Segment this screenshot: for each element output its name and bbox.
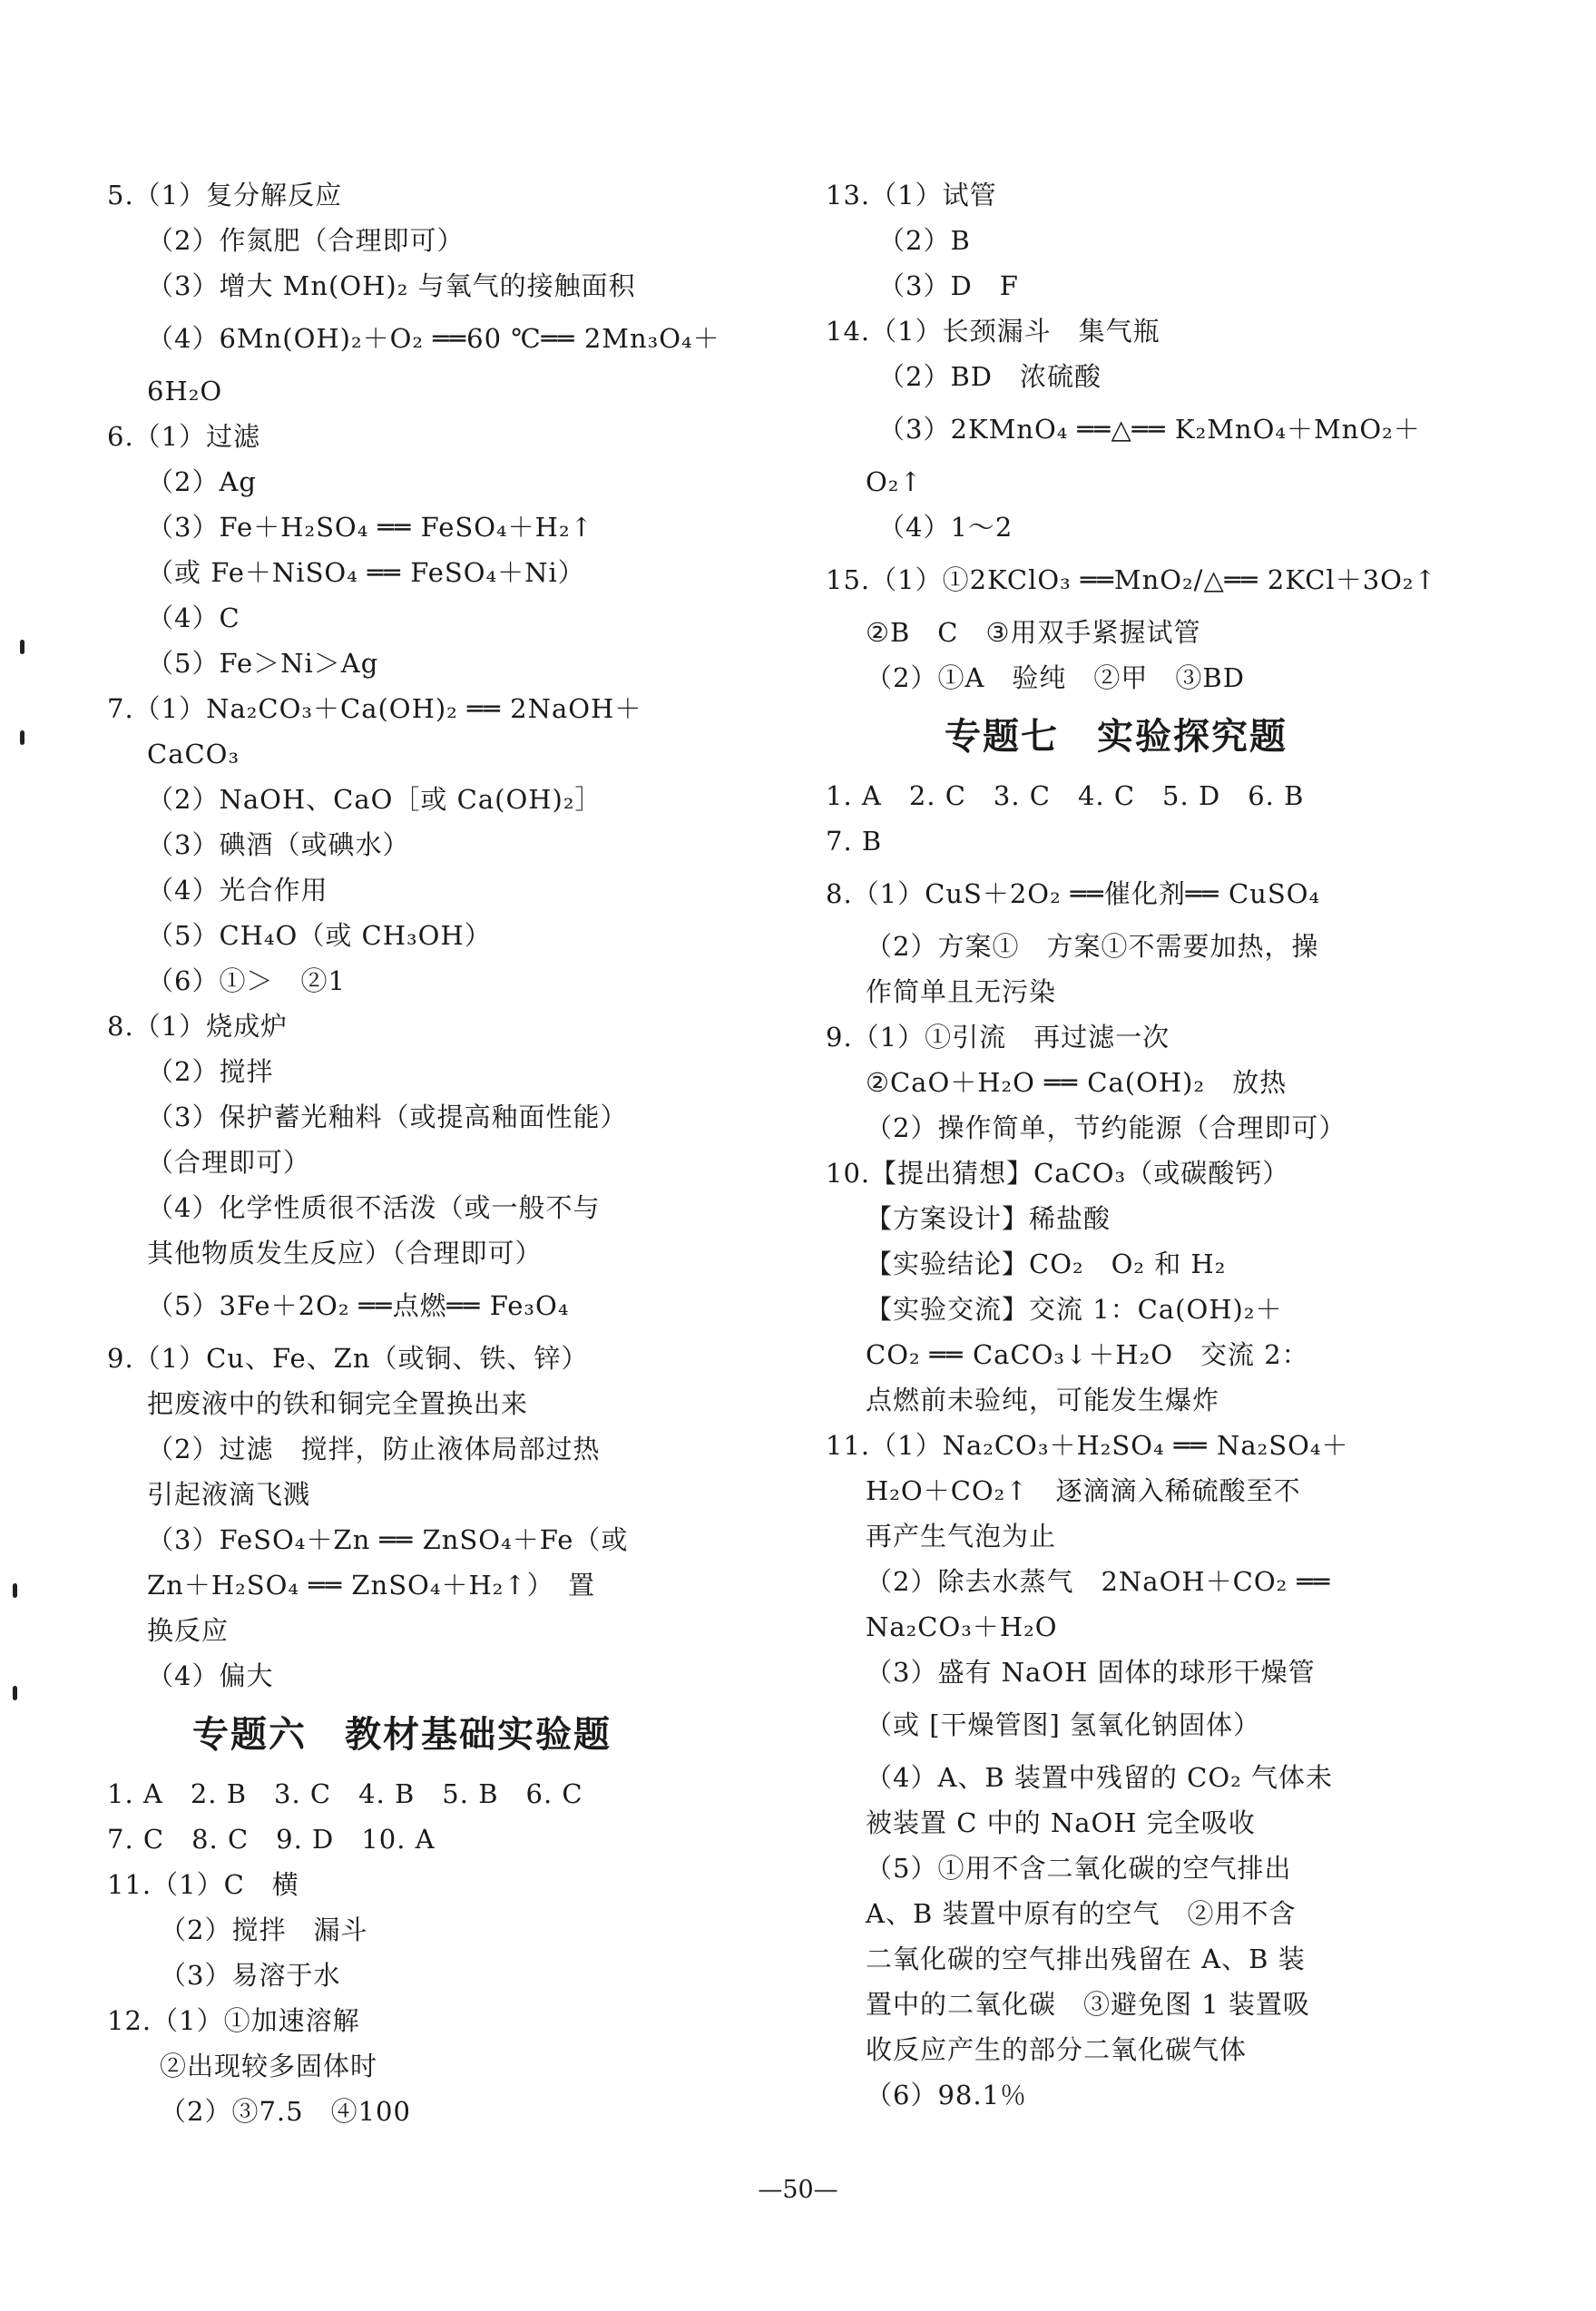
answer-line: 7.（1）Na₂CO₃＋Ca(OH)₂ ══ 2NaOH＋	[107, 693, 642, 724]
answer-line: ②出现较多固体时	[160, 2051, 378, 2081]
answer-line: （3）盛有 NaOH 固体的球形干燥管	[866, 1657, 1316, 1688]
right-column	[826, 172, 1437, 2118]
answer-line: A、B 装置中原有的空气 ②用不含	[866, 1898, 1297, 1929]
answer-line: （4）偏大	[147, 1660, 274, 1691]
answer-line: Zn＋H₂SO₄ ══ ZnSO₄＋H₂↑） 置	[147, 1570, 596, 1601]
answer-line: （3）FeSO₄＋Zn ══ ZnSO₄＋Fe（或	[147, 1524, 629, 1555]
answer-line: CaCO₃	[147, 739, 240, 769]
margin-mark	[20, 640, 24, 654]
answer-line: 15.（1）①2KClO₃ ══MnO₂/△══ 2KCl＋3O₂↑	[826, 564, 1437, 595]
answer-line: ②CaO＋H₂O ══ Ca(OH)₂ 放热	[866, 1067, 1288, 1098]
answer-line: CO₂ ══ CaCO₃↓＋H₂O 交流 2：	[866, 1339, 1309, 1370]
answer-line: （2）NaOH、CaO［或 Ca(OH)₂］	[147, 784, 602, 815]
answer-line: （6）98.1％	[866, 2080, 1028, 2110]
answer-line: （5）3Fe＋2O₂ ══点燃══ Fe₃O₄	[147, 1290, 570, 1321]
answer-line: （4）6Mn(OH)₂＋O₂ ══60 ℃══ 2Mn₃O₄＋	[147, 323, 720, 354]
answer-line: 8.（1）烧成炉	[107, 1011, 289, 1042]
answer-line: （4）1～2	[878, 512, 1013, 543]
answer-line: 引起液滴飞溅	[147, 1479, 311, 1510]
answer-line: 14.（1）长颈漏斗 集气瓶	[826, 316, 1160, 347]
answer-line: 其他物质发生反应）（合理即可）	[147, 1238, 543, 1268]
answer-line: 收反应产生的部分二氧化碳气体	[866, 2034, 1248, 2065]
answer-line: （4）光合作用	[147, 875, 328, 906]
answer-line: 13.（1）试管	[826, 180, 997, 211]
answer-line: 12.（1）①加速溶解	[107, 2005, 360, 2036]
answer-line: （2）作氮肥（合理即可）	[147, 225, 465, 256]
answer-line: （4）化学性质很不活泼（或一般不与	[147, 1192, 601, 1223]
answer-line: （3）Fe＋H₂SO₄ ══ FeSO₄＋H₂↑	[147, 512, 593, 543]
answer-line: 二氧化碳的空气排出残留在 A、B 装	[866, 1944, 1306, 1974]
answer-line: ②B C ③用双手紧握试管	[866, 617, 1201, 648]
section-heading: 专题六 教材基础实验题	[192, 1714, 612, 1756]
answer-line: 【实验交流】交流 1：Ca(OH)₂＋	[866, 1294, 1283, 1325]
answer-line: 6.（1）过滤	[107, 421, 261, 452]
answer-line: （4）C	[147, 602, 240, 633]
answer-line: 5.（1）复分解反应	[107, 180, 343, 211]
answer-line: 9.（1）①引流 再过滤一次	[826, 1022, 1170, 1053]
answer-line: 1. A 2. B 3. C 4. B 5. B 6. C	[107, 1778, 583, 1809]
answer-line: （2）Ag	[147, 466, 257, 497]
answer-line: （6）①＞ ②1	[147, 965, 346, 996]
answer-line: 11.（1）Na₂CO₃＋H₂SO₄ ══ Na₂SO₄＋	[826, 1430, 1349, 1461]
answer-line: 换反应	[147, 1615, 230, 1646]
answer-line: 11.（1）C 横	[107, 1869, 299, 1900]
answer-line: 9.（1）Cu、Fe、Zn（或铜、铁、锌）	[107, 1343, 589, 1374]
margin-mark	[13, 1686, 17, 1700]
answer-line: 点燃前未验纯，可能发生爆炸	[866, 1385, 1220, 1415]
answer-line: （2）BD 浓硫酸	[878, 361, 1102, 392]
answer-line: 8.（1）CuS＋2O₂ ══催化剂══ CuSO₄	[826, 878, 1321, 909]
margin-mark	[13, 1583, 17, 1598]
answer-line: 作简单且无污染	[866, 976, 1057, 1007]
answer-line: （5）CH₄O（或 CH₃OH）	[147, 920, 492, 951]
answer-line: 7. B	[826, 826, 883, 857]
answer-line: （或 [干燥管图] 氢氧化钠固体）	[866, 1709, 1261, 1740]
answer-line: （2）方案① 方案①不需要加热，操	[866, 931, 1319, 962]
answer-line: （或 Fe＋NiSO₄ ══ FeSO₄＋Ni）	[147, 557, 585, 588]
answer-line: （5）①用不含二氧化碳的空气排出	[866, 1853, 1292, 1884]
answer-line: （2）除去水蒸气 2NaOH＋CO₂ ══	[866, 1566, 1331, 1597]
answer-line: 7. C 8. C 9. D 10. A	[107, 1824, 436, 1855]
answer-line: （3）增大 Mn(OH)₂ 与氧气的接触面积	[147, 270, 636, 301]
answer-line: （2）操作简单，节约能源（合理即可）	[866, 1112, 1346, 1143]
margin-mark	[20, 730, 24, 745]
answer-line: 【方案设计】稀盐酸	[866, 1203, 1111, 1234]
answer-line: 1. A 2. C 3. C 4. C 5. D 6. B	[826, 780, 1305, 811]
answer-line: （3）2KMnO₄ ══△══ K₂MnO₄＋MnO₂＋	[878, 414, 1421, 445]
answer-line: （2）B	[878, 225, 971, 256]
answer-line: H₂O＋CO₂↑ 逐滴滴入稀硫酸至不	[866, 1475, 1301, 1506]
answer-line: 再产生气泡为止	[866, 1521, 1057, 1552]
answer-line: 6H₂O	[147, 376, 223, 406]
answer-line: （3）碘酒（或碘水）	[147, 829, 410, 860]
answer-line: （2）过滤 搅拌，防止液体局部过热	[147, 1434, 601, 1464]
answer-line: 10.【提出猜想】CaCO₃（或碳酸钙）	[826, 1158, 1290, 1189]
answer-line: （3）D F	[878, 270, 1019, 301]
answer-line: （2）①A 验纯 ②甲 ③BD	[866, 662, 1245, 693]
answer-line: 【实验结论】CO₂ O₂ 和 H₂	[866, 1249, 1227, 1279]
answer-line: 置中的二氧化碳 ③避免图 1 装置吸	[866, 1989, 1310, 2020]
answer-line: Na₂CO₃＋H₂O	[866, 1611, 1058, 1642]
answer-line: O₂↑	[866, 466, 923, 497]
answer-line: （2）③7.5 ④100	[160, 2096, 411, 2127]
answer-line: （合理即可）	[147, 1147, 311, 1178]
answer-line: （2）搅拌	[147, 1056, 274, 1087]
left-column	[107, 172, 720, 2134]
answer-line: （5）Fe＞Ni＞Ag	[147, 648, 379, 679]
answer-line: （3）保护蓄光釉料（或提高釉面性能）	[147, 1102, 628, 1132]
answer-line: 把废液中的铁和铜完全置换出来	[147, 1388, 529, 1419]
answer-line: 被装置 C 中的 NaOH 完全吸收	[866, 1807, 1256, 1838]
section-heading: 专题七 实验探究题	[945, 716, 1288, 758]
answer-line: （4）A、B 装置中残留的 CO₂ 气体未	[866, 1762, 1333, 1793]
page-number: —50—	[758, 2176, 838, 2204]
answer-line: （3）易溶于水	[160, 1960, 341, 1991]
answer-line: （2）搅拌 漏斗	[160, 1914, 368, 1945]
